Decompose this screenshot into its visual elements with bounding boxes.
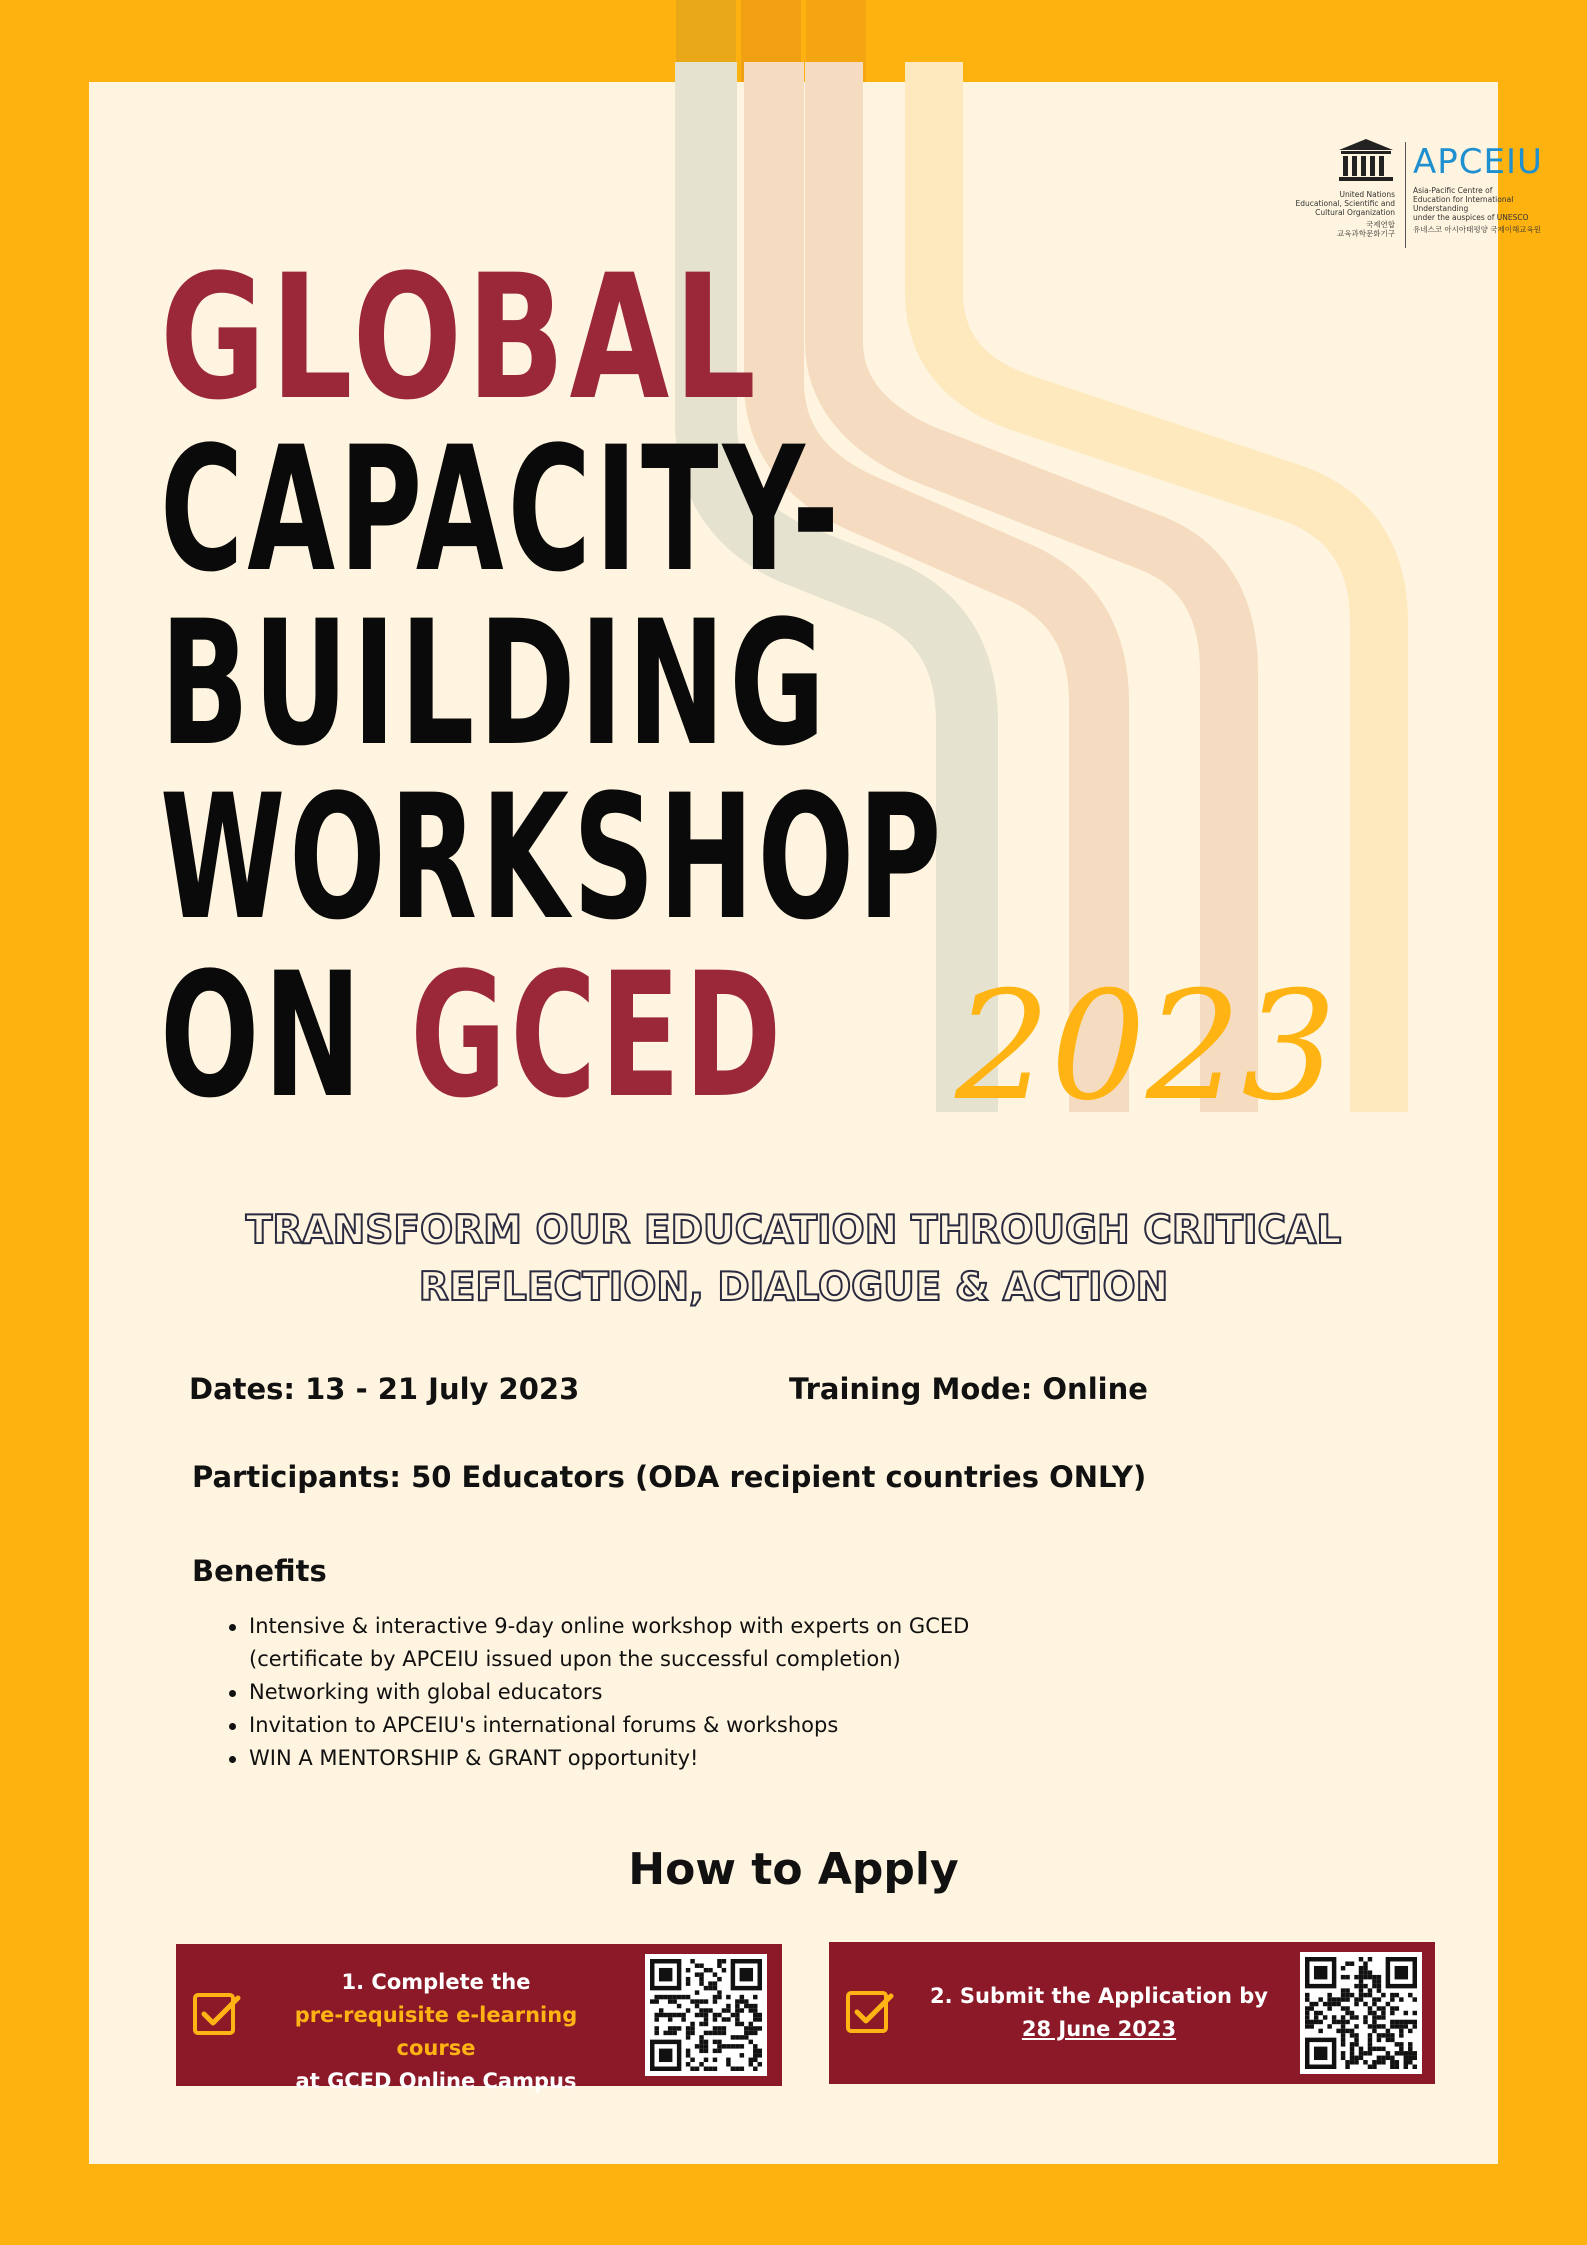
- unesco-temple-icon: [1337, 138, 1395, 182]
- step1-course-link[interactable]: pre-requisite e-learning course: [294, 2003, 578, 2060]
- step1-line1: 1. Complete the: [341, 1970, 531, 1994]
- checkbox-icon: [845, 1988, 895, 2038]
- apceiu-line3: under the auspices of UNESCO: [1413, 213, 1529, 222]
- title-line-capacity: CAPACITY-: [160, 409, 844, 610]
- list-item: [229, 1742, 969, 1775]
- title-line-global: GLOBAL: [160, 237, 761, 438]
- step2-line1: 2. Submit the Application by: [930, 1984, 1268, 2008]
- title-line-workshop: WORKSHOP: [160, 757, 946, 958]
- apceiu-logo: [1413, 138, 1563, 234]
- step2-deadline[interactable]: 28 June 2023: [1021, 2017, 1177, 2041]
- title-word-gced: GCED: [410, 935, 786, 1136]
- title-year: 2023: [955, 960, 1337, 1134]
- apply-step2-card: [829, 1942, 1435, 2084]
- benefit-item3: Invitation to APCEIU's international forums & workshops: [249, 1713, 839, 1737]
- benefit-item4: WIN A MENTORSHIP & GRANT opportunity!: [249, 1746, 699, 1770]
- unesco-line1: United Nations: [1339, 190, 1395, 199]
- unesco-logo: [1209, 138, 1395, 238]
- title-word-on: ON: [160, 935, 366, 1136]
- title-line-building: BUILDING: [160, 583, 830, 784]
- subtitle-line1: TRANSFORM OUR EDUCATION THROUGH CRITICAL: [245, 1208, 1342, 1253]
- unesco-line2: Educational, Scientific and: [1295, 199, 1395, 208]
- benefit-item2: Networking with global educators: [249, 1680, 603, 1704]
- benefits-list: [229, 1610, 969, 1775]
- step1-line3: at GCED Online Campus: [295, 2069, 577, 2093]
- list-item: [229, 1709, 969, 1742]
- logo-block: [1209, 138, 1543, 258]
- logo-divider: [1405, 142, 1406, 248]
- unesco-korean1: 국제연합: [1366, 220, 1395, 229]
- benefit-item1-sub: (certificate by APCEIU issued upon the successful completion): [249, 1647, 901, 1671]
- unesco-korean2: 교육과학문화기구: [1337, 229, 1395, 238]
- benefit-item1: Intensive & interactive 9-day online workshop with experts on GCED: [249, 1614, 970, 1638]
- checkbox-icon: [192, 1990, 242, 2040]
- apceiu-name: APCEIU: [1413, 142, 1543, 182]
- dates-text: Dates: 13 - 21 July 2023: [189, 1372, 580, 1406]
- qr-code-icon[interactable]: [645, 1954, 767, 2076]
- apceiu-line2: Education for International Understanding: [1413, 195, 1514, 213]
- unesco-line3: Cultural Organization: [1315, 208, 1395, 217]
- title-line-on-gced: [160, 935, 786, 1136]
- apceiu-korean: 유네스코 아시아태평양 국제이해교육원: [1413, 225, 1541, 234]
- benefits-heading: Benefits: [192, 1554, 327, 1588]
- apply-step1-card: [176, 1944, 782, 2093]
- how-to-apply-heading: How to Apply: [628, 1844, 959, 1895]
- training-mode-text: Training Mode: Online: [789, 1372, 1148, 1406]
- apceiu-line1: Asia-Pacific Centre of: [1413, 186, 1493, 195]
- participants-text: Participants: 50 Educators (ODA recipient countries ONLY): [192, 1460, 1147, 1494]
- qr-code-icon[interactable]: [1300, 1952, 1422, 2074]
- list-item: [229, 1676, 969, 1709]
- list-item: [229, 1610, 969, 1676]
- poster-panel: [89, 82, 1543, 2164]
- subtitle-line2: REFLECTION, DIALOGUE & ACTION: [418, 1265, 1169, 1310]
